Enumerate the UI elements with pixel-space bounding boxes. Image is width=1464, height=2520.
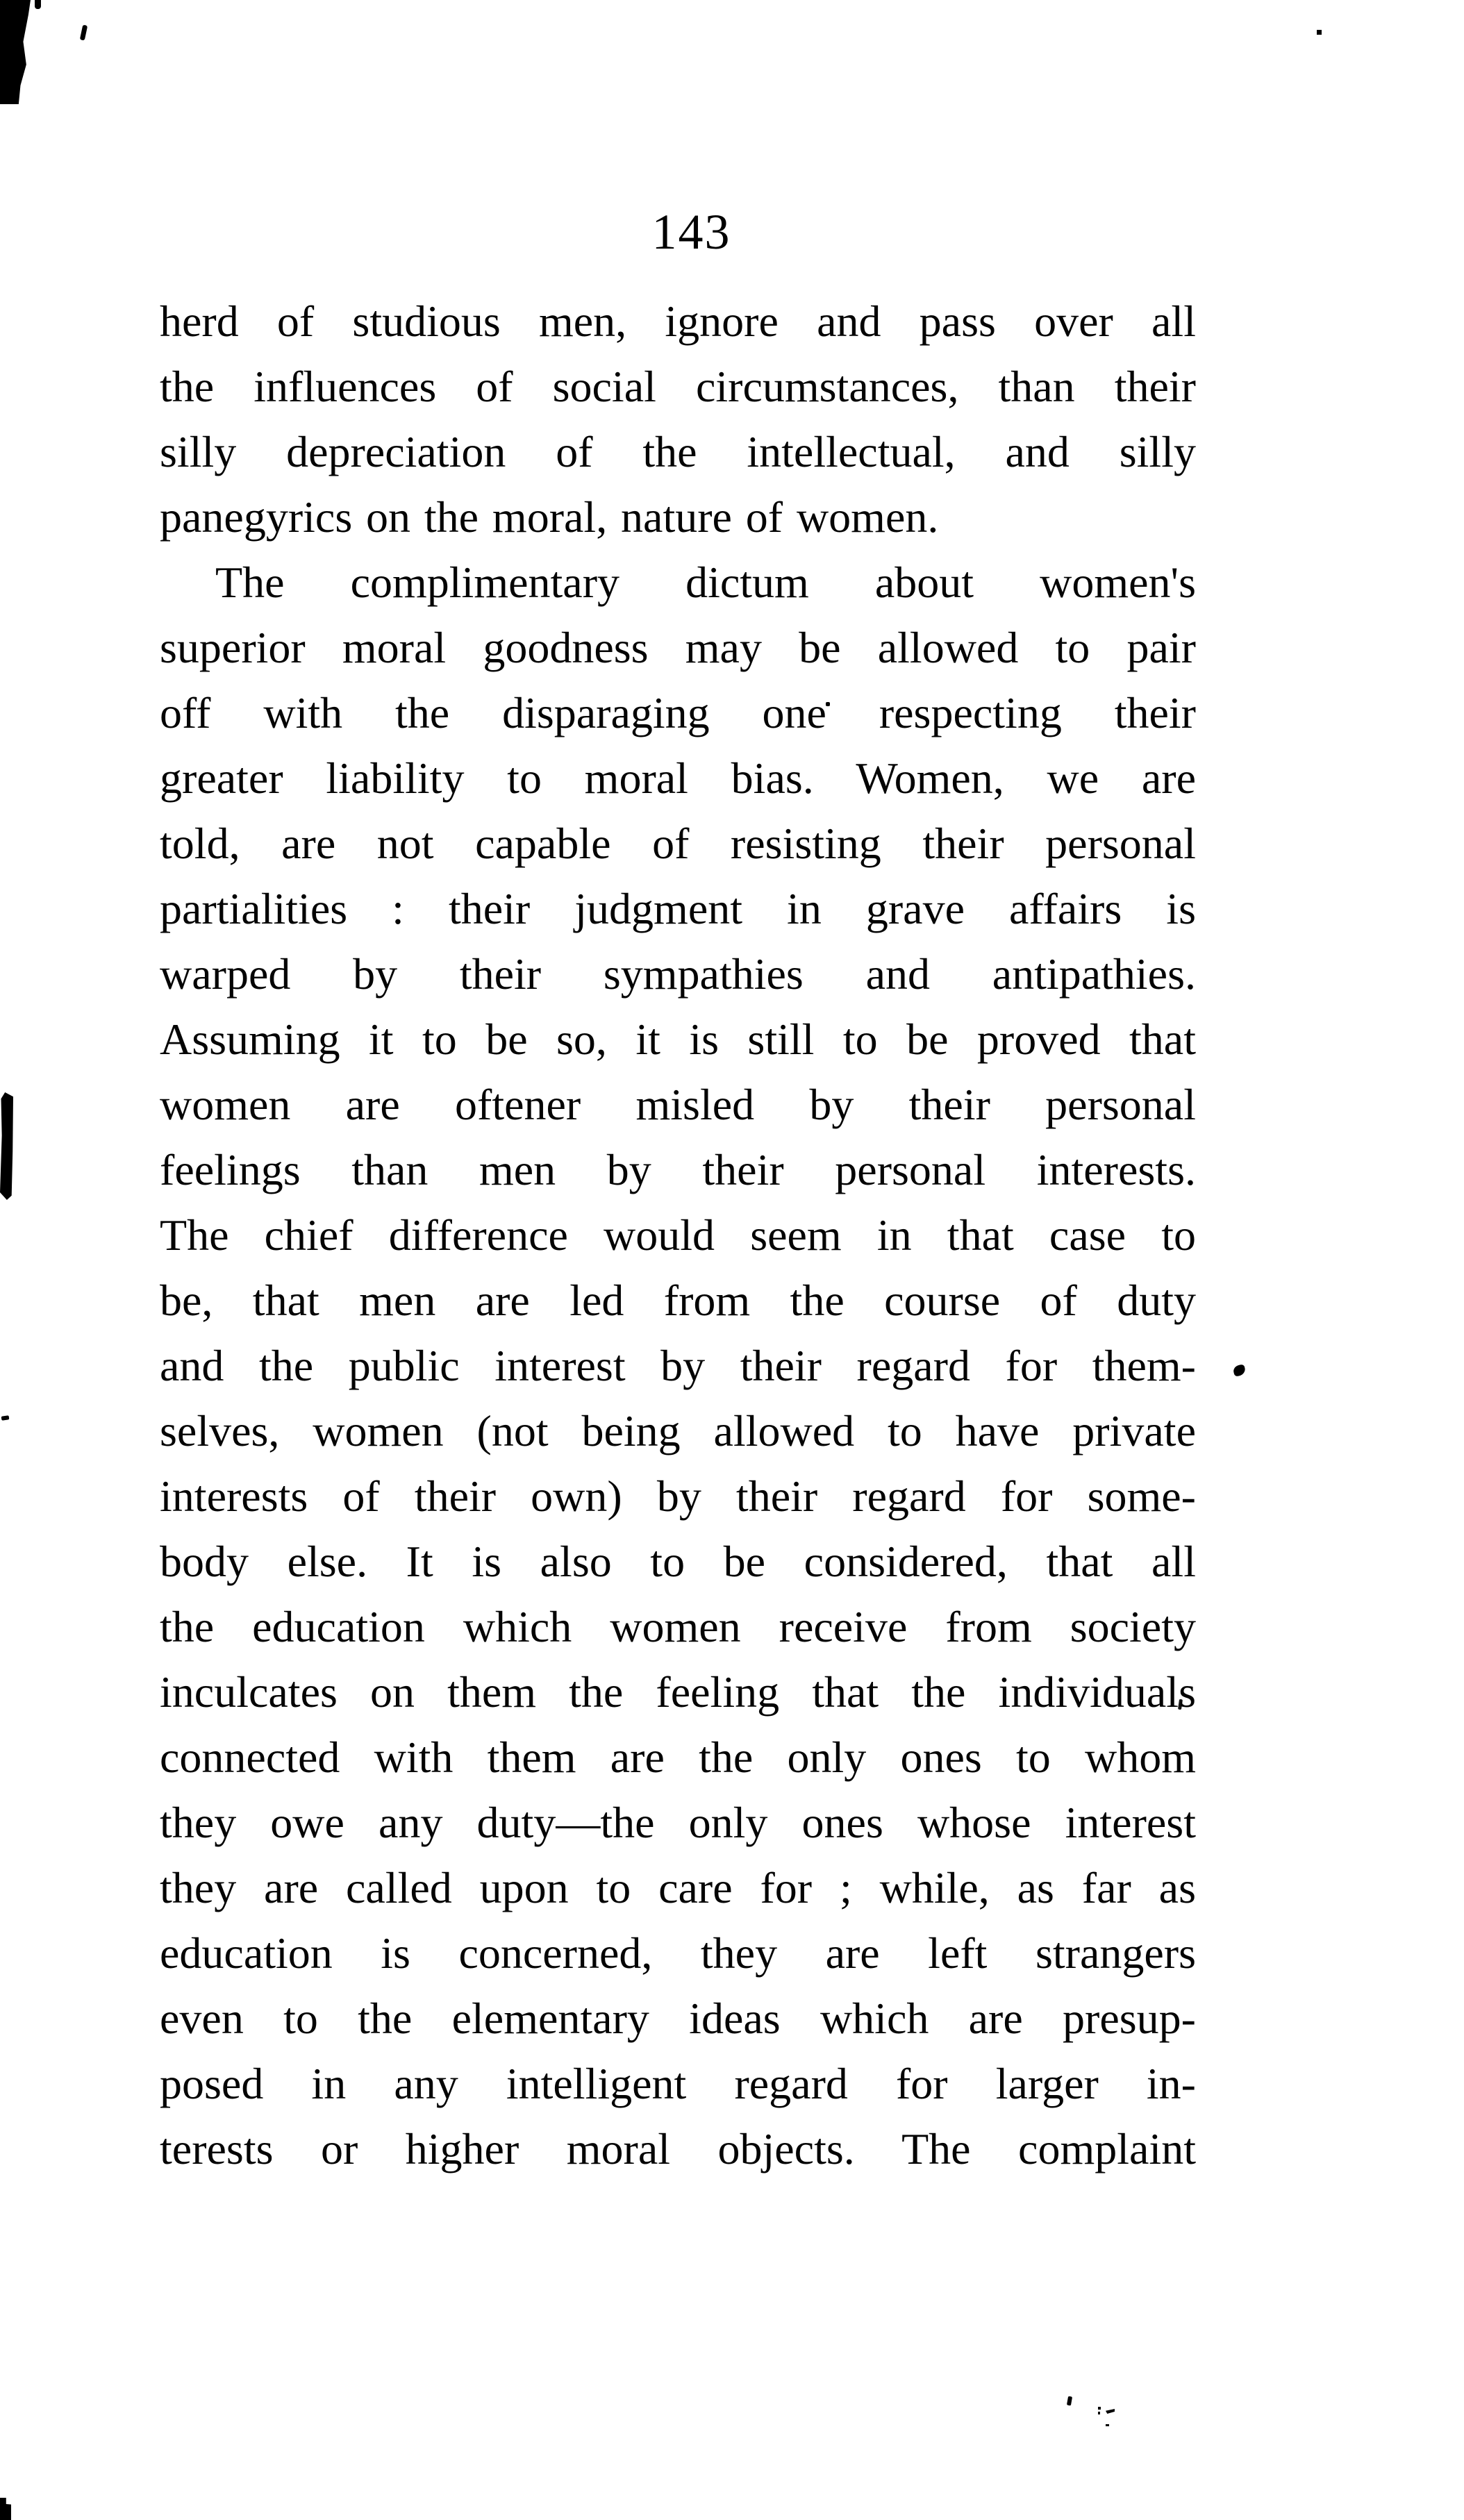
scan-artifact-bottom-left-corner [0,2498,11,2520]
text-line-24: they owe any duty—the only ones whose interest [160,1798,1196,1847]
scan-artifact-bottom-right-dash [1106,2409,1115,2414]
text-block [160,289,1196,2182]
text-line-23: connected with them are the only ones to whom [160,1733,1196,1782]
scan-artifact-bottom-right-dot-2 [1098,2412,1100,2414]
text-line-17: and the public interest by their regard for them- [160,1341,1196,1390]
page-number: 143 [651,204,731,260]
scan-artifact-top-right-dot [1317,30,1322,35]
text-line-18: selves, women (not being allowed to have private [160,1406,1196,1455]
scan-artifact-left-margin-dash [1,1415,10,1420]
scan-artifact-top-left-corner [0,0,31,104]
text-line-28: posed in any intelligent regard for larger in- [160,2059,1196,2108]
text-line-7: off with the disparaging one respecting their [160,688,1196,737]
scan-artifact-top-left-tick [80,25,88,41]
text-line-20: body else. It is also to be considered, that all [160,1537,1196,1586]
text-line-6: superior moral goodness may be allowed to pair [160,623,1196,672]
text-line-1: herd of studious men, ignore and pass over all [160,297,1196,346]
text-line-27: even to the elementary ideas which are presup- [160,1994,1196,2043]
scan-artifact-right-margin-tick [1232,1364,1246,1377]
text-line-21: the education which women receive from society [160,1602,1196,1651]
scan-artifact-top-notch [35,0,41,9]
scan-artifact-bottom-right-dot-1 [1098,2407,1101,2410]
text-line-22: inculcates on them the feeling that the individuals [160,1667,1196,1717]
text-line-25: they are called upon to care for ; while, as far as [160,1863,1196,1912]
text-line-3: silly depreciation of the intellectual, and silly [160,427,1196,476]
text-line-14: feelings than men by their personal interests. [160,1145,1196,1194]
text-line-19: interests of their own) by their regard for some- [160,1471,1196,1521]
text-line-26: education is concerned, they are left strangers [160,1928,1196,1978]
text-line-16: be, that men are led from the course of duty [160,1276,1196,1325]
text-line-5: The complimentary dictum about women's [215,558,1196,607]
scan-artifact-left-edge-bar [0,1092,13,1200]
scan-artifact-bottom-right-apostrophe [1067,2396,1072,2406]
text-line-4: panegyrics on the moral, nature of women. [160,492,939,542]
text-line-9: told, are not capable of resisting their personal [160,819,1196,868]
text-line-2: the influences of social circumstances, than their [160,362,1196,411]
text-line-15: The chief difference would seem in that case to [160,1210,1196,1260]
text-line-29: terests or higher moral objects. The complaint [160,2124,1196,2173]
text-line-10: partialities : their judgment in grave affairs is [160,884,1196,933]
text-line-13: women are oftener misled by their personal [160,1080,1196,1129]
text-line-8: greater liability to moral bias. Women, we are [160,753,1196,803]
text-line-11: warped by their sympathies and antipathies. [160,949,1196,999]
text-line-12: Assuming it to be so, it is still to be proved that [160,1015,1196,1064]
scan-artifact-bottom-right-dot-3 [1106,2424,1109,2426]
